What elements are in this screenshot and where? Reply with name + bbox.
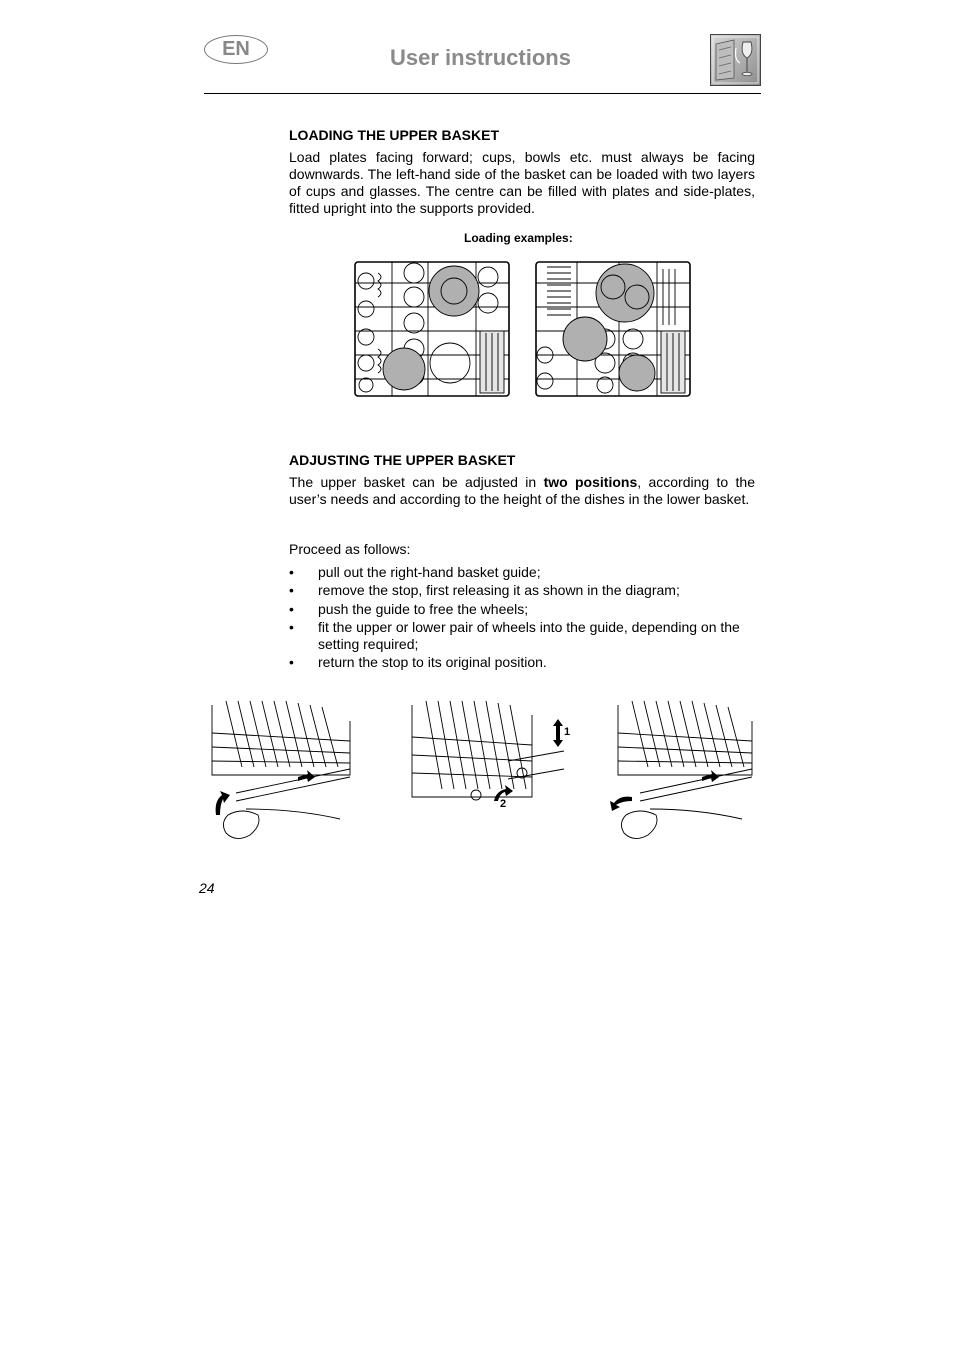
return-stop-diagram xyxy=(606,697,756,849)
step-text: pull out the right-hand basket guide; xyxy=(318,564,541,580)
remove-stop-diagram xyxy=(206,697,356,849)
adjusting-paragraph-end: , according to the user’s needs and according to the height of the dishes in the lower basket. xyxy=(289,474,755,507)
bullet: • xyxy=(289,564,294,580)
adjust-steps-list xyxy=(289,564,755,672)
language-badge: EN xyxy=(204,35,268,64)
step-text: remove the stop, first releasing it as shown in the diagram; xyxy=(318,582,680,599)
loading-heading: LOADING THE UPPER BASKET xyxy=(289,127,500,143)
loading-example-right-diagram xyxy=(533,259,693,399)
step-text: push the guide to free the wheels; xyxy=(318,600,529,617)
bullet: • xyxy=(289,654,294,671)
loading-examples-caption: Loading examples: xyxy=(464,231,573,245)
free-wheels-diagram xyxy=(408,697,571,810)
diagram-label-1: 1 xyxy=(564,726,571,738)
page-title: User instructions xyxy=(390,45,571,70)
page-number: 24 xyxy=(199,880,215,896)
header-divider xyxy=(204,93,761,94)
list-item xyxy=(289,564,755,581)
bullet: • xyxy=(289,618,294,635)
proceed-text: Proceed as follows: xyxy=(289,541,411,557)
adjusting-heading: ADJUSTING THE UPPER BASKET xyxy=(289,452,516,468)
loading-paragraph: Load plates facing forward; cups, bowls etc. must always be facing downwards. The left-hand side of the basket can be loaded with two layers of cups and glasses. The centre can be filled with plates and side-plates, fitted upright into the supports provided. xyxy=(289,149,755,216)
adjusting-paragraph-start: The upper basket can be adjusted in xyxy=(289,474,544,490)
adjusting-paragraph xyxy=(289,474,755,508)
bullet: • xyxy=(289,600,294,617)
two-positions-emphasis: two positions xyxy=(543,474,638,490)
dishwasher-glass-icon xyxy=(710,34,761,86)
bullet: • xyxy=(289,582,294,599)
list-item xyxy=(289,601,755,618)
list-item xyxy=(289,619,755,653)
step-text: fit the upper or lower pair of wheels into the guide, depending on the setting required; xyxy=(318,618,740,652)
diagram-label-2: 2 xyxy=(500,798,507,810)
list-item xyxy=(289,582,755,599)
loading-example-left-diagram xyxy=(352,259,512,399)
step-text: return the stop to its original position. xyxy=(318,654,547,671)
list-item xyxy=(289,654,755,671)
